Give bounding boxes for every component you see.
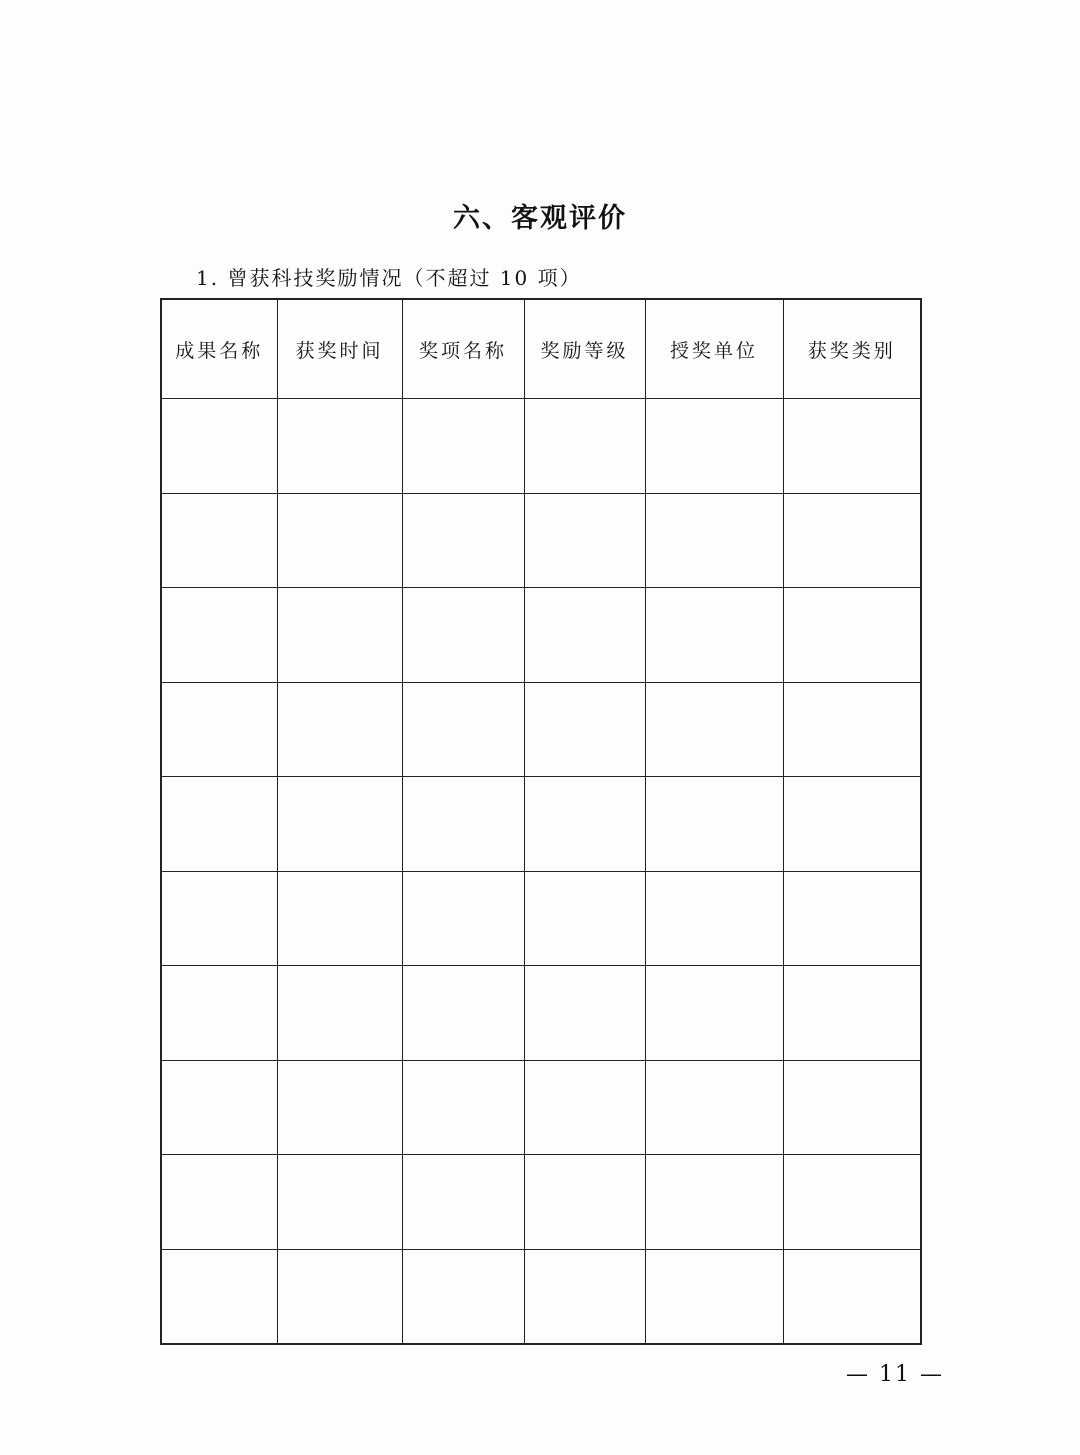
table-cell[interactable] xyxy=(783,1060,921,1155)
table-cell[interactable] xyxy=(161,588,277,683)
table-cell[interactable] xyxy=(161,1060,277,1155)
table-row xyxy=(161,399,921,494)
table-cell[interactable] xyxy=(524,1060,645,1155)
table-cell[interactable] xyxy=(783,871,921,966)
table-cell[interactable] xyxy=(783,966,921,1061)
table-cell[interactable] xyxy=(277,1249,402,1344)
table-cell[interactable] xyxy=(161,682,277,777)
table-cell[interactable] xyxy=(277,1060,402,1155)
table-cell[interactable] xyxy=(783,493,921,588)
header-award-time: 获奖时间 xyxy=(277,299,402,399)
table-row xyxy=(161,966,921,1061)
header-award-category: 获奖类别 xyxy=(783,299,921,399)
section-title: 六、客观评价 xyxy=(453,203,627,234)
table-cell[interactable] xyxy=(277,966,402,1061)
header-achievement-name: 成果名称 xyxy=(161,299,277,399)
table-cell[interactable] xyxy=(645,871,783,966)
table-cell[interactable] xyxy=(524,1155,645,1250)
table-cell[interactable] xyxy=(645,966,783,1061)
table-cell[interactable] xyxy=(277,399,402,494)
table-cell[interactable] xyxy=(402,493,524,588)
table-cell[interactable] xyxy=(645,1060,783,1155)
table-cell[interactable] xyxy=(277,871,402,966)
table-cell[interactable] xyxy=(402,777,524,872)
table-cell[interactable] xyxy=(783,777,921,872)
table-cell[interactable] xyxy=(402,682,524,777)
table-row xyxy=(161,871,921,966)
table-cell[interactable] xyxy=(645,777,783,872)
table-cell[interactable] xyxy=(783,682,921,777)
table-cell[interactable] xyxy=(783,1249,921,1344)
header-award-name: 奖项名称 xyxy=(402,299,524,399)
table-cell[interactable] xyxy=(783,588,921,683)
table-row xyxy=(161,1249,921,1344)
table-cell[interactable] xyxy=(402,1155,524,1250)
table-cell[interactable] xyxy=(161,1249,277,1344)
subsection-heading: 1. 曾获科技奖励情况（不超过 10 项） xyxy=(196,266,582,290)
table-cell[interactable] xyxy=(524,493,645,588)
table-cell[interactable] xyxy=(524,966,645,1061)
table-row xyxy=(161,682,921,777)
table-cell[interactable] xyxy=(277,493,402,588)
table-cell[interactable] xyxy=(161,871,277,966)
table-cell[interactable] xyxy=(161,493,277,588)
table-cell[interactable] xyxy=(645,399,783,494)
table-row xyxy=(161,1155,921,1250)
table-cell[interactable] xyxy=(277,588,402,683)
table-header-row xyxy=(161,299,921,399)
table-cell[interactable] xyxy=(402,1249,524,1344)
table-row xyxy=(161,777,921,872)
table-cell[interactable] xyxy=(645,588,783,683)
header-awarding-unit: 授奖单位 xyxy=(645,299,783,399)
table-cell[interactable] xyxy=(524,1249,645,1344)
table-cell[interactable] xyxy=(402,871,524,966)
table-cell[interactable] xyxy=(161,777,277,872)
header-award-level: 奖励等级 xyxy=(524,299,645,399)
page-number: — 11 — xyxy=(846,1362,944,1387)
table-cell[interactable] xyxy=(161,1155,277,1250)
table-cell[interactable] xyxy=(524,682,645,777)
table-cell[interactable] xyxy=(161,966,277,1061)
table-cell[interactable] xyxy=(645,1155,783,1250)
table-cell[interactable] xyxy=(161,399,277,494)
table-cell[interactable] xyxy=(783,1155,921,1250)
table-cell[interactable] xyxy=(645,1249,783,1344)
table-cell[interactable] xyxy=(277,777,402,872)
awards-table xyxy=(160,298,922,1345)
table-row xyxy=(161,588,921,683)
table-cell[interactable] xyxy=(783,399,921,494)
table-row xyxy=(161,1060,921,1155)
table-row xyxy=(161,493,921,588)
table-cell[interactable] xyxy=(277,1155,402,1250)
table-cell[interactable] xyxy=(645,682,783,777)
table-cell[interactable] xyxy=(402,1060,524,1155)
table-cell[interactable] xyxy=(402,588,524,683)
table-cell[interactable] xyxy=(524,588,645,683)
table-cell[interactable] xyxy=(402,966,524,1061)
table-cell[interactable] xyxy=(645,493,783,588)
table-cell[interactable] xyxy=(524,871,645,966)
table-cell[interactable] xyxy=(402,399,524,494)
table-cell[interactable] xyxy=(277,682,402,777)
table-cell[interactable] xyxy=(524,777,645,872)
table-cell[interactable] xyxy=(524,399,645,494)
